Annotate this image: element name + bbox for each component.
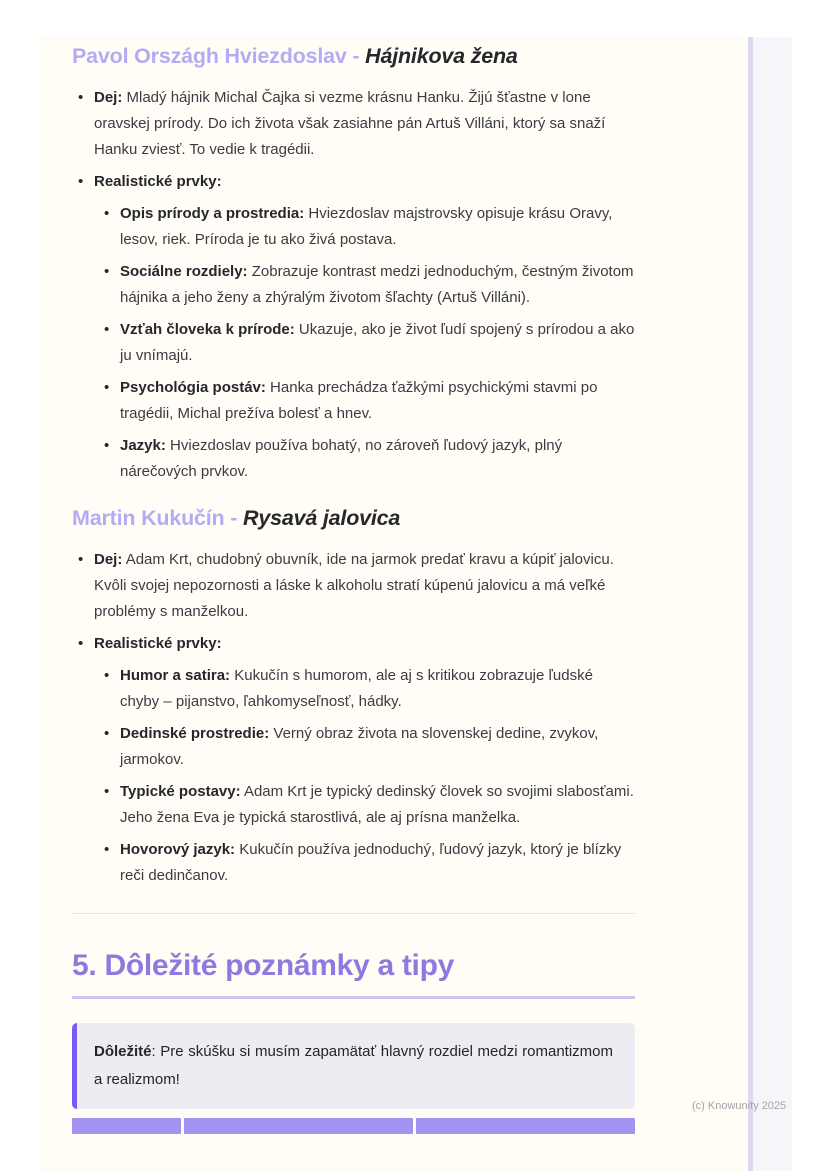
page-content xyxy=(72,41,635,1109)
table-header-cell xyxy=(184,1118,413,1134)
bullet-text: Kukučín používa jednoduchý, ľudový jazyk, ktorý je blízky reči dedinčanov. xyxy=(120,841,622,884)
bullet-label: Vzťah človeka k prírode: xyxy=(120,321,295,338)
bullet-label: Dej: xyxy=(94,89,123,106)
bullet-text: Hviezdoslav používa bohatý, no zároveň ľudový jazyk, plný nárečových prvkov. xyxy=(120,437,563,480)
bullet-label: Humor a satira: xyxy=(120,667,231,684)
bullet-list xyxy=(72,85,635,485)
list-item xyxy=(94,721,635,773)
page-edge-band xyxy=(753,37,792,1171)
bullet-label: Typické postavy: xyxy=(120,783,241,800)
bullet-label: Realistické prvky: xyxy=(94,173,222,190)
list-item xyxy=(72,85,635,163)
list-item xyxy=(72,631,635,889)
work-heading xyxy=(72,503,635,533)
work-section-hviezdoslav xyxy=(72,41,635,485)
callout-label: Dôležité xyxy=(94,1043,152,1060)
important-callout xyxy=(72,1023,635,1109)
work-title-text: Rysavá jalovica xyxy=(243,506,401,530)
author-name: Martin Kukučín - xyxy=(72,506,243,530)
bullet-label: Opis prírody a prostredia: xyxy=(120,205,305,222)
list-item xyxy=(94,433,635,485)
bullet-label: Hovorový jazyk: xyxy=(120,841,236,858)
bullet-label: Psychológia postáv: xyxy=(120,379,266,396)
bullet-label: Dej: xyxy=(94,551,123,568)
bullet-text: Hviezdoslav majstrovsky opisuje krásu Oravy, lesov, riek. Príroda je tu ako živá postava. xyxy=(120,205,613,248)
bullet-label: Realistické prvky: xyxy=(94,635,222,652)
work-title-text: Hájnikova žena xyxy=(365,44,518,68)
bullet-text: Kukučín s humorom, ale aj s kritikou zobrazuje ľudské chyby – pijanstvo, ľahkomyseľnosť, hádky. xyxy=(120,667,593,710)
bullet-list xyxy=(72,547,635,889)
work-section-kukucin xyxy=(72,503,635,889)
list-item xyxy=(94,201,635,253)
watermark-text: (c) Knowunity 2025 xyxy=(692,1100,787,1112)
table-header-cell xyxy=(416,1118,635,1134)
notes-section-heading: 5. Dôležité poznámky a tipy xyxy=(72,946,635,999)
list-item xyxy=(72,547,635,625)
bullet-text: Zobrazuje kontrast medzi jednoduchým, čestným životom hájnika a jeho ženy a zhýralým životom šľachty (Artuš Villáni). xyxy=(120,263,634,306)
bullet-text: Adam Krt, chudobný obuvník, ide na jarmok predať kravu a kúpiť jalovicu. Kvôli svojej nepozornosti a láske k alkoholu stratí kúpenú jalovicu a má veľké problémy s manželkou. xyxy=(94,551,614,620)
bullet-label: Jazyk: xyxy=(120,437,166,454)
bullet-label: Sociálne rozdiely: xyxy=(120,263,248,280)
callout-text: : Pre skúšku si musím zapamätať hlavný rozdiel medzi romantizmom a realizmom! xyxy=(94,1043,613,1088)
list-item xyxy=(72,169,635,485)
list-item xyxy=(94,837,635,889)
sub-bullet-list xyxy=(94,201,635,485)
list-item xyxy=(94,663,635,715)
document-page xyxy=(40,37,748,1171)
author-name: Pavol Országh Hviezdoslav - xyxy=(72,44,366,68)
callout-paragraph xyxy=(94,1038,613,1094)
work-heading xyxy=(72,41,635,71)
list-item xyxy=(94,779,635,831)
bullet-text: Adam Krt je typický dedinský človek so svojimi slabosťami. Jeho žena Eva je typická starostlivá, ale aj prísna manželka. xyxy=(120,783,634,826)
list-item xyxy=(94,375,635,427)
bullet-text: Verný obraz života na slovenskej dedine, zvykov, jarmokov. xyxy=(120,725,599,768)
list-item xyxy=(94,259,635,311)
cropped-table-header-row xyxy=(72,1118,635,1134)
bullet-text: Mladý hájnik Michal Čajka si vezme krásnu Hanku. Žijú šťastne v lone oravskej prírody. Do ich života však zasiahne pán Artuš Villáni, ktorý sa snaží Hanku zviesť. To vedie k tragédii. xyxy=(94,89,606,158)
bullet-text: Ukazuje, ako je život ľudí spojený s prírodou a ako ju vnímajú. xyxy=(120,321,635,364)
table-header-cell xyxy=(72,1118,181,1134)
list-item xyxy=(94,317,635,369)
section-divider xyxy=(72,913,635,914)
bullet-text: Hanka prechádza ťažkými psychickými stavmi po tragédii, Michal prežíva bolesť a hnev. xyxy=(120,379,598,422)
bullet-label: Dedinské prostredie: xyxy=(120,725,270,742)
sub-bullet-list xyxy=(94,663,635,889)
